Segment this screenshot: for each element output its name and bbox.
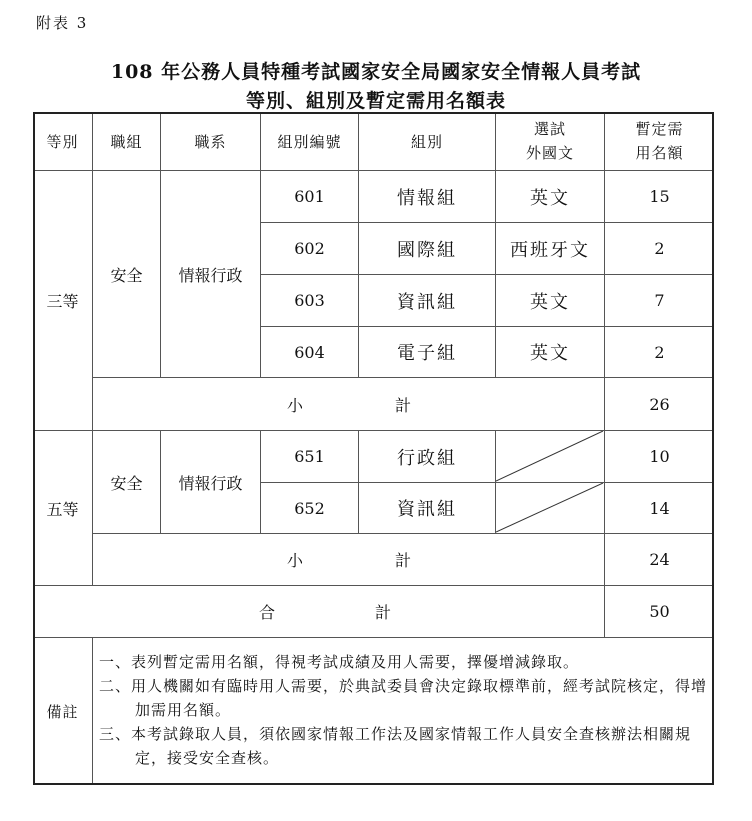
subtotal-label-b: 計 (395, 395, 412, 415)
header-group-code: 組別編號 (261, 112, 359, 171)
subtotal-value: 24 (605, 534, 714, 586)
attachment-label: 附表 3 (36, 14, 89, 32)
subtotal-value: 26 (605, 378, 714, 431)
quota-cell: 2 (605, 327, 714, 378)
header-quota-line2: 用名額 (635, 144, 684, 162)
language-cell: 英文 (496, 171, 605, 223)
total-value: 50 (605, 586, 714, 638)
group-cell: 資訊組 (359, 483, 496, 534)
language-cell: 西班牙文 (496, 223, 605, 275)
total-label-b: 計 (375, 603, 392, 622)
language-cell: 英文 (496, 275, 605, 327)
group-code-cell: 602 (261, 223, 359, 275)
group-cell: 行政組 (359, 431, 496, 483)
group-code-cell: 603 (261, 275, 359, 327)
quota-cell: 14 (605, 483, 714, 534)
note-item: 二、用人機關如有臨時用人需要，於典試委員會決定錄取標準前，經考試院核定，得增加需用名額。 (99, 677, 708, 719)
group-code-cell: 604 (261, 327, 359, 378)
subtotal-label-a: 小 (287, 395, 304, 415)
group-code-cell: 652 (261, 483, 359, 534)
header-rank: 等別 (33, 112, 93, 171)
subtotal-label-b: 計 (395, 551, 412, 570)
header-group: 組別 (359, 112, 496, 171)
note-item: 一、表列暫定需用名額，得視考試成績及用人需要，擇優增減錄取。 (99, 653, 580, 671)
quota-table (33, 112, 714, 785)
notes-label: 備註 (33, 638, 93, 785)
group-code-cell: 601 (261, 171, 359, 223)
header-job-series: 職系 (161, 112, 261, 171)
job-group-cell: 安全 (93, 431, 161, 534)
group-cell: 資訊組 (359, 275, 496, 327)
rank-cell: 五等 (33, 431, 93, 586)
language-cell: 英文 (496, 327, 605, 378)
group-cell: 國際組 (359, 223, 496, 275)
note-item: 三、本考試錄取人員，須依國家情報工作法及國家情報工作人員安全查核辦法相關規定，接受安全查核。 (99, 725, 692, 767)
table-subtitle: 等別、組別及暫定需用名額表 (245, 90, 506, 112)
quota-cell: 7 (605, 275, 714, 327)
header-job-group: 職組 (93, 112, 161, 171)
header-language-line1: 選試 (533, 120, 566, 138)
quota-cell: 2 (605, 223, 714, 275)
table-frame (33, 112, 714, 785)
group-cell: 電子組 (359, 327, 496, 378)
rank-cell: 三等 (33, 171, 93, 431)
subtotal-label-a: 小 (287, 551, 304, 570)
quota-cell: 10 (605, 431, 714, 483)
quota-cell: 15 (605, 171, 714, 223)
header-quota-line1: 暫定需 (635, 120, 684, 138)
group-cell: 情報組 (359, 171, 496, 223)
total-label-a: 合 (259, 603, 276, 622)
table-title: 108 年公務人員特種考試國家安全局國家安全情報人員考試 (110, 61, 642, 83)
group-code-cell: 651 (261, 431, 359, 483)
header-language-line2: 外國文 (525, 144, 574, 162)
job-series-cell: 情報行政 (161, 171, 261, 378)
job-series-cell: 情報行政 (161, 431, 261, 534)
job-group-cell: 安全 (93, 171, 161, 378)
